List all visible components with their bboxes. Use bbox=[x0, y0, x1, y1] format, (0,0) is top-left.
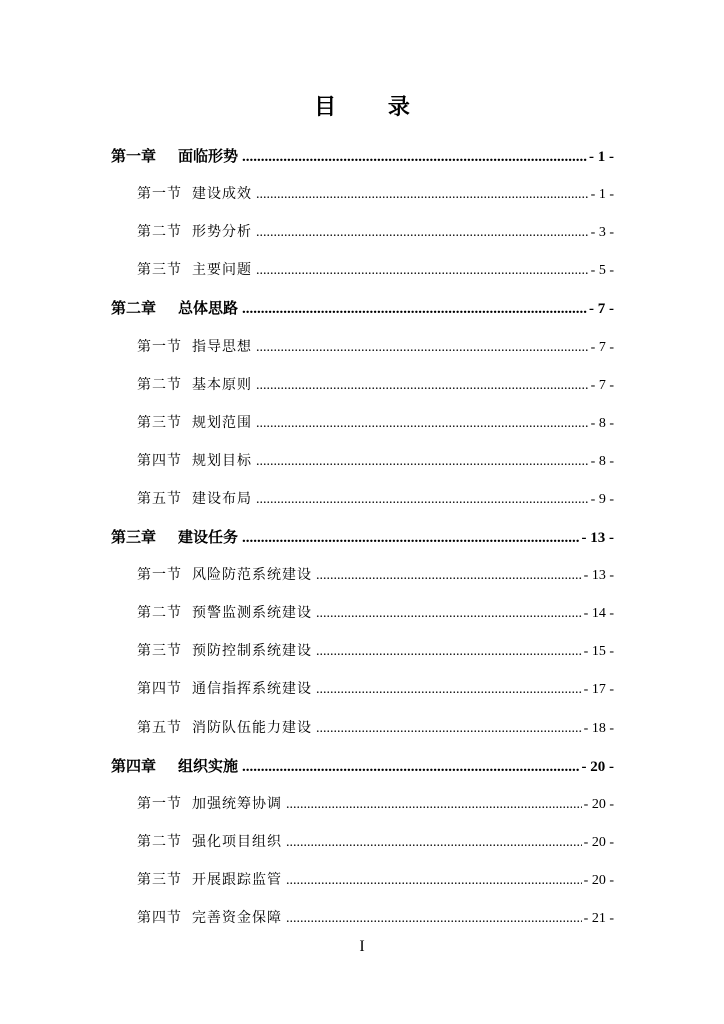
toc-page-number: - 18 - bbox=[583, 720, 614, 736]
toc-dot-leader bbox=[256, 416, 589, 432]
toc-dot-leader bbox=[316, 568, 582, 584]
toc-page-number: - 20 - bbox=[583, 872, 614, 888]
toc-entry-title: 通信指挥系统建设 bbox=[192, 681, 312, 698]
toc-entry-number: 第二章 bbox=[111, 299, 157, 318]
toc-entry-number: 第三节 bbox=[137, 871, 182, 888]
toc-section-entry[interactable] bbox=[137, 412, 614, 432]
toc-entry-number: 第一节 bbox=[137, 186, 182, 203]
toc-dot-leader bbox=[242, 149, 587, 166]
toc-entry-number: 第四章 bbox=[111, 756, 157, 775]
toc-page-number: - 21 - bbox=[583, 911, 614, 926]
toc-dot-leader bbox=[242, 530, 579, 547]
toc-entry-number: 第三节 bbox=[137, 262, 182, 279]
toc-entry-number: 第四节 bbox=[137, 681, 182, 698]
toc-page-number: - 3 - bbox=[590, 225, 614, 241]
toc-entry-title: 基本原则 bbox=[192, 376, 252, 393]
toc-entry-number: 第五节 bbox=[137, 490, 182, 507]
toc-entry-number: 第二节 bbox=[137, 224, 182, 241]
toc-entry-title: 组织实施 bbox=[178, 756, 239, 775]
toc-entry-title: 建设任务 bbox=[178, 528, 239, 546]
toc-page-number: - 13 - bbox=[581, 530, 614, 546]
toc-entry-title: 建设布局 bbox=[192, 490, 252, 507]
toc-dot-leader bbox=[316, 721, 582, 737]
toc-page-number: - 20 - bbox=[583, 796, 614, 812]
toc-page-number: - 7 - bbox=[590, 377, 614, 393]
toc-page-number: - 8 - bbox=[590, 415, 614, 431]
toc-entry-title: 完善资金保障 bbox=[192, 910, 282, 926]
toc-dot-leader bbox=[286, 911, 582, 927]
toc-dot-leader bbox=[242, 759, 579, 776]
toc-page-number: - 7 - bbox=[590, 339, 614, 355]
toc-entry-title: 规划范围 bbox=[192, 414, 252, 431]
toc-entry-number: 第三节 bbox=[137, 643, 182, 660]
toc-dot-leader bbox=[256, 340, 589, 356]
toc-entry-title: 建设成效 bbox=[192, 186, 252, 203]
toc-dot-leader bbox=[256, 225, 589, 241]
toc-page-number: - 20 - bbox=[583, 834, 614, 850]
toc-entry-title: 加强统筹协调 bbox=[192, 795, 282, 812]
toc-entry-title: 指导思想 bbox=[192, 338, 252, 355]
toc-page-number: - 1 - bbox=[589, 149, 614, 165]
toc-dot-leader bbox=[256, 492, 589, 508]
toc-section-entry[interactable] bbox=[137, 678, 614, 698]
toc-section-entry[interactable] bbox=[137, 564, 614, 584]
toc-section-entry[interactable] bbox=[137, 336, 614, 356]
toc-section-entry[interactable] bbox=[137, 374, 614, 394]
toc-entry-number: 第一章 bbox=[111, 147, 157, 165]
toc-page-number: - 20 - bbox=[581, 758, 614, 775]
toc-chapter-entry[interactable] bbox=[111, 526, 614, 547]
toc-entry-number: 第一节 bbox=[137, 795, 182, 812]
toc-dot-leader bbox=[316, 606, 582, 622]
toc-page-number: - 14 - bbox=[583, 606, 614, 622]
toc-section-entry[interactable] bbox=[137, 907, 614, 927]
toc-entry-title: 开展跟踪监管 bbox=[192, 871, 282, 888]
toc-section-entry[interactable] bbox=[137, 831, 614, 851]
toc-page-number: - 13 - bbox=[583, 568, 614, 584]
toc-dot-leader bbox=[242, 301, 587, 318]
toc-entry-title: 强化项目组织 bbox=[192, 833, 282, 850]
toc-entry-title: 风险防范系统建设 bbox=[192, 567, 312, 584]
toc-entry-title: 预警监测系统建设 bbox=[192, 605, 312, 622]
toc-dot-leader bbox=[256, 187, 589, 203]
toc-entry-number: 第二节 bbox=[137, 833, 182, 850]
toc-page-number: - 9 - bbox=[590, 491, 614, 507]
toc-entry-title: 预防控制系统建设 bbox=[192, 643, 312, 660]
toc-dot-leader bbox=[256, 263, 589, 279]
toc-page-number: - 1 - bbox=[590, 187, 614, 203]
toc-section-entry[interactable] bbox=[137, 183, 614, 203]
toc-entry-title: 消防队伍能力建设 bbox=[192, 719, 312, 736]
toc-section-entry[interactable] bbox=[137, 793, 614, 813]
toc-section-entry[interactable] bbox=[137, 717, 614, 737]
toc-page-number: - 7 - bbox=[589, 301, 614, 318]
toc-dot-leader bbox=[316, 682, 582, 698]
toc-entry-title: 主要问题 bbox=[192, 262, 252, 279]
toc-entry-number: 第二节 bbox=[137, 605, 182, 622]
toc-entry-number: 第五节 bbox=[137, 719, 182, 736]
toc-page-number: - 5 - bbox=[590, 263, 614, 279]
toc-entry-title: 形势分析 bbox=[192, 224, 252, 241]
toc-dot-leader bbox=[286, 797, 582, 813]
toc-section-entry[interactable] bbox=[137, 450, 614, 470]
toc-entry-number: 第二节 bbox=[137, 376, 182, 393]
toc-section-entry[interactable] bbox=[137, 221, 614, 241]
toc-section-entry[interactable] bbox=[137, 488, 614, 508]
toc-section-entry[interactable] bbox=[137, 602, 614, 622]
toc-entry-number: 第三章 bbox=[111, 528, 157, 546]
toc-entry-number: 第三节 bbox=[137, 414, 182, 431]
toc-section-entry[interactable] bbox=[137, 640, 614, 660]
toc-entry-number: 第一节 bbox=[137, 567, 182, 584]
toc-chapter-entry[interactable] bbox=[111, 755, 614, 776]
toc-entry-number: 第四节 bbox=[137, 452, 182, 469]
toc-dot-leader bbox=[256, 454, 589, 470]
toc-page-number: - 15 - bbox=[583, 644, 614, 660]
toc-entry-title: 总体思路 bbox=[178, 299, 239, 318]
toc-entry-title: 规划目标 bbox=[192, 452, 252, 469]
toc-section-entry[interactable] bbox=[137, 869, 614, 889]
toc-dot-leader bbox=[286, 835, 582, 851]
toc-entry-number: 第一节 bbox=[137, 338, 182, 355]
toc-entry-title: 面临形势 bbox=[178, 147, 239, 165]
toc-dot-leader bbox=[316, 644, 582, 660]
toc-chapter-entry[interactable] bbox=[111, 145, 614, 166]
toc-page-number: - 8 - bbox=[590, 453, 614, 469]
toc-page-number: - 17 - bbox=[583, 682, 614, 698]
page-number-footer: I bbox=[359, 938, 365, 955]
page-title: 目 录 bbox=[314, 94, 432, 120]
toc-chapter-entry[interactable] bbox=[111, 297, 614, 318]
toc-section-entry[interactable] bbox=[137, 259, 614, 279]
toc-entry-number: 第四节 bbox=[137, 910, 182, 926]
toc-dot-leader bbox=[286, 873, 582, 889]
toc-dot-leader bbox=[256, 378, 589, 394]
